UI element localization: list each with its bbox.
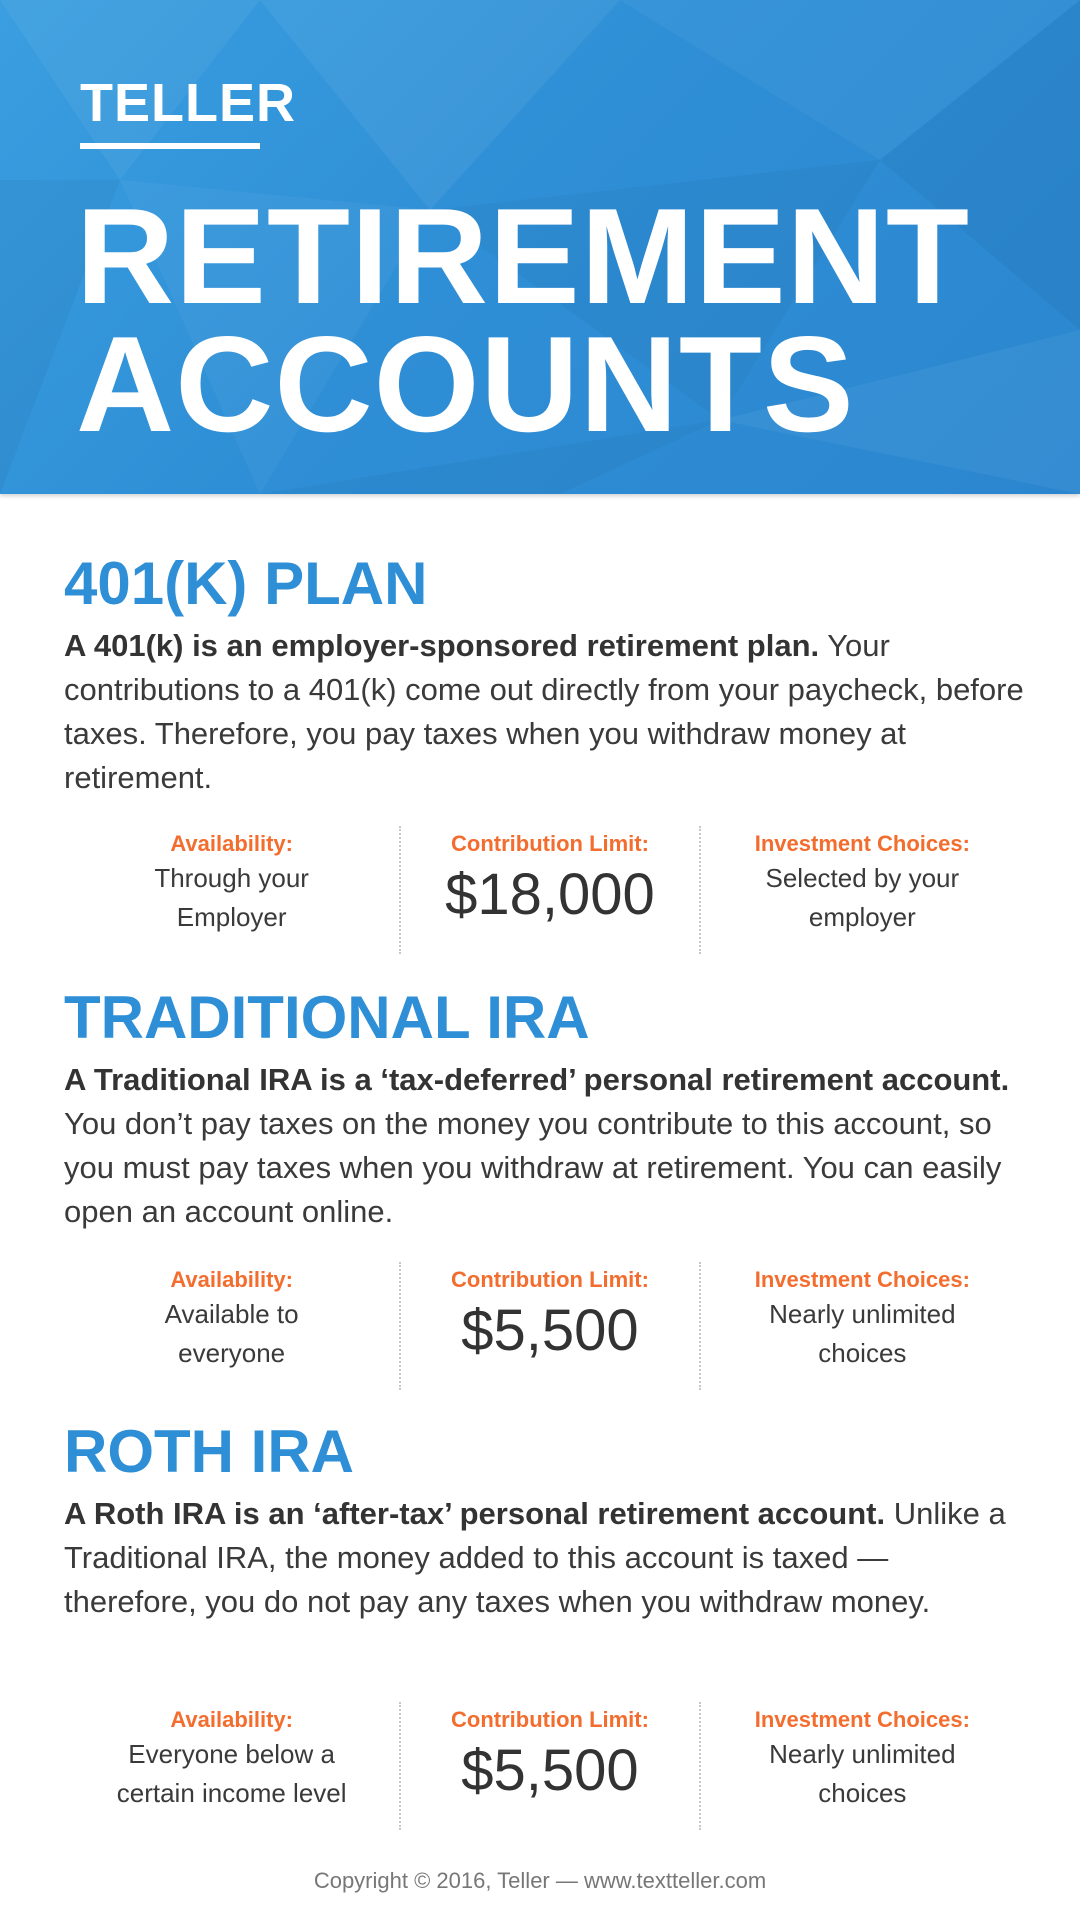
title-line-1: RETIREMENT (76, 180, 970, 332)
description-body: Your contributions to a 401(k) come out directly from your paycheck, before taxes. Therefore, you pay taxes when you withdraw money at retirement. (64, 628, 1024, 795)
availability-value-line1: Through your (154, 863, 309, 893)
investment-choices-line2: choices (818, 1338, 907, 1368)
description-lead: A Traditional IRA is a ‘tax-deferred’ personal retirement account. (64, 1062, 1010, 1097)
investment-choices-line1: Nearly unlimited (769, 1739, 956, 1769)
availability-stat (64, 1262, 399, 1390)
contribution-limit-label: Contribution Limit: (451, 1267, 649, 1292)
title-line-2: ACCOUNTS (76, 308, 855, 460)
description-body: You don’t pay taxes on the money you contribute to this account, so you must pay taxes when you withdraw at retirement. You can easily open an account online. (64, 1106, 1002, 1229)
section-traditional-ira (64, 986, 1024, 1234)
page-title (76, 180, 970, 460)
contribution-limit-label: Contribution Limit: (451, 831, 649, 856)
availability-value-line1: Available to (164, 1299, 299, 1329)
brand-underline (80, 143, 260, 149)
availability-value-line2: Employer (176, 902, 287, 932)
investment-choices-label: Investment Choices: (754, 1707, 970, 1732)
availability-label: Availability: (170, 1267, 293, 1292)
availability-value-line2: everyone (178, 1338, 286, 1368)
section-heading: TRADITIONAL IRA (64, 984, 590, 1051)
investment-choices-line1: Selected by your (765, 863, 960, 893)
contribution-limit-value: $5,500 (461, 1298, 639, 1363)
description-body: Unlike a Traditional IRA, the money added to this account is taxed — therefore, you do not pay any taxes when you withdraw money. (64, 1496, 1006, 1619)
section-description (64, 1058, 1024, 1234)
contribution-limit-value: $18,000 (445, 862, 655, 927)
section-heading: ROTH IRA (64, 1418, 354, 1485)
stats-row-roth-ira (64, 1702, 1024, 1830)
section-401k (64, 552, 1024, 800)
contribution-limit-stat (399, 826, 700, 954)
investment-choices-stat (701, 826, 1024, 954)
contribution-limit-value: $5,500 (461, 1738, 639, 1803)
contribution-limit-label: Contribution Limit: (451, 1707, 649, 1732)
section-heading: 401(K) PLAN (64, 550, 428, 617)
availability-value-line1: Everyone below a (128, 1739, 335, 1769)
investment-choices-stat (701, 1262, 1024, 1390)
availability-label: Availability: (170, 831, 293, 856)
contribution-limit-stat (399, 1702, 700, 1830)
description-lead: A Roth IRA is an ‘after-tax’ personal retirement account. (64, 1496, 886, 1531)
investment-choices-label: Investment Choices: (754, 831, 970, 856)
investment-choices-label: Investment Choices: (754, 1267, 970, 1292)
investment-choices-line2: choices (818, 1778, 907, 1808)
section-roth-ira (64, 1420, 1024, 1624)
investment-choices-stat (701, 1702, 1024, 1830)
availability-stat (64, 1702, 399, 1830)
investment-choices-line2: employer (808, 902, 916, 932)
section-description (64, 624, 1024, 800)
hero-banner (0, 0, 1080, 494)
stats-row-traditional-ira (64, 1262, 1024, 1390)
copyright-footer: Copyright © 2016, Teller — www.textteller.com (313, 1868, 767, 1893)
stats-row-401k (64, 826, 1024, 954)
section-description (64, 1492, 1024, 1624)
availability-label: Availability: (170, 1707, 293, 1732)
investment-choices-line1: Nearly unlimited (769, 1299, 956, 1329)
brand-logo: TELLER (80, 73, 296, 133)
availability-stat (64, 826, 399, 954)
description-lead: A 401(k) is an employer-sponsored retirement plan. (64, 628, 820, 663)
availability-value-line2: certain income level (116, 1778, 347, 1808)
contribution-limit-stat (399, 1262, 700, 1390)
